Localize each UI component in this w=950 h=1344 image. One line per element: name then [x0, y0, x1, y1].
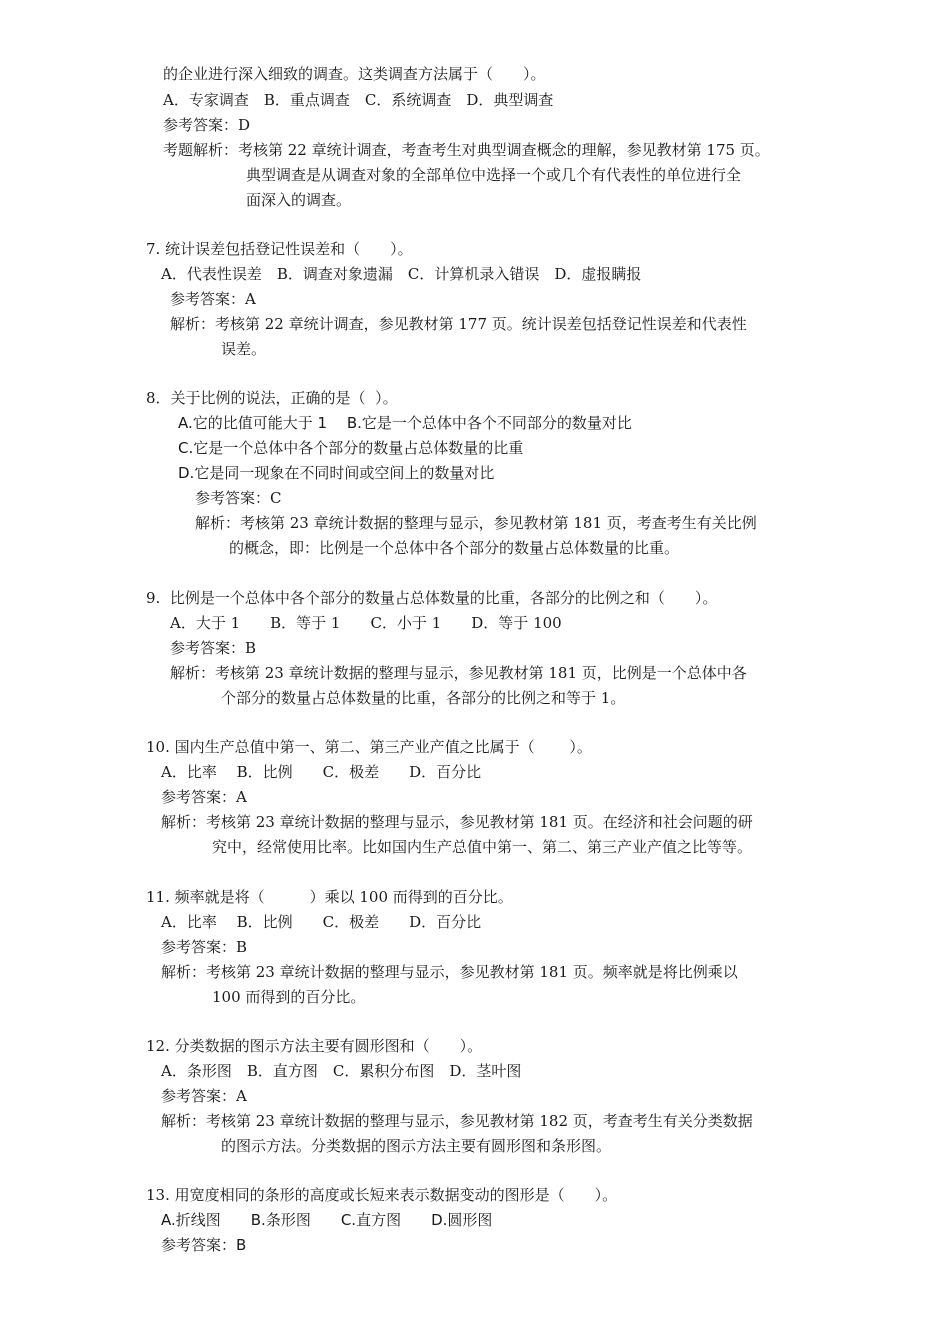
analysis: 解析：考核第 23 章统计数据的整理与显示，参见教材第 181 页。频率就是将比例乘以 — [161, 963, 738, 981]
analysis: 的图示方法。分类数据的图示方法主要有圆形图和条形图。 — [221, 1137, 612, 1155]
question-options: A．代表性误差 B．调查对象遗漏 C．计算机录入错误 D．虚报瞒报 — [161, 265, 642, 283]
question-text: 7. 统计误差包括登记性误差和（ ）。 — [146, 240, 413, 258]
analysis: 考题解析：考核第 22 章统计调查，考查考生对典型调查概念的理解，参见教材第 175 页。 — [163, 141, 770, 159]
answer: 参考答案：B — [161, 938, 248, 956]
question-options: A．大于 1 B．等于 1 C．小于 1 D．等于 100 — [170, 614, 562, 632]
question-text: 12. 分类数据的图示方法主要有圆形图和（ ）。 — [146, 1037, 483, 1055]
answer: 参考答案：A — [161, 788, 247, 806]
analysis: 解析：考核第 23 章统计数据的整理与显示，参见教材第 181 页，考查考生有关比例 — [195, 514, 757, 532]
analysis: 个部分的数量占总体数量的比重，各部分的比例之和等于 1。 — [221, 689, 626, 707]
question-text: 13. 用宽度相同的条形的高度或长短来表示数据变动的图形是（ ）。 — [146, 1186, 618, 1204]
question-text: 的企业进行深入细致的调查。这类调查方法属于（ ）。 — [163, 65, 546, 83]
question-option: C.它是一个总体中各个部分的数量占总体数量的比重 — [178, 439, 524, 457]
analysis: 典型调查是从调查对象的全部单位中选择一个或几个有代表性的单位进行全 — [246, 166, 742, 184]
question-option: A.它的比值可能大于 1 B.它是一个总体中各个不同部分的数量对比 — [178, 414, 632, 432]
question-text: 9. 比例是一个总体中各个部分的数量占总体数量的比重，各部分的比例之和（ ）。 — [146, 589, 718, 607]
question-text: 10. 国内生产总值中第一、第二、第三产业产值之比属于（ ）。 — [146, 738, 592, 756]
analysis: 究中，经常使用比率。比如国内生产总值中第一、第二、第三产业产值之比等等。 — [212, 838, 753, 856]
answer: 参考答案：A — [170, 290, 256, 308]
analysis: 解析：考核第 23 章统计数据的整理与显示，参见教材第 181 页。在经济和社会问题的研 — [161, 813, 753, 831]
answer: 参考答案：B — [170, 639, 257, 657]
analysis: 的概念，即：比例是一个总体中各个部分的数量占总体数量的比重。 — [229, 539, 680, 557]
answer: 参考答案：B — [161, 1236, 247, 1254]
question-text: 8．关于比例的说法，正确的是（ ）。 — [146, 389, 398, 407]
question-options: A．比率 B．比例 C．极差 D．百分比 — [161, 913, 482, 931]
analysis: 解析：考核第 22 章统计调查，参见教材第 177 页。统计误差包括登记性误差和代表性 — [170, 315, 747, 333]
analysis: 100 而得到的百分比。 — [212, 988, 366, 1006]
question-option: D.它是同一现象在不同时间或空间上的数量对比 — [178, 464, 495, 482]
question-options: A．专家调查 B．重点调查 C．系统调查 D．典型调查 — [163, 91, 554, 109]
question-text: 11. 频率就是将（ ）乘以 100 而得到的百分比。 — [146, 888, 513, 906]
question-options: A．比率 B．比例 C．极差 D．百分比 — [161, 763, 482, 781]
answer: 参考答案：A — [161, 1087, 247, 1105]
question-options: A.折线图 B.条形图 C.直方图 D.圆形图 — [161, 1211, 493, 1229]
question-options: A．条形图 B．直方图 C．累积分布图 D．茎叶图 — [161, 1062, 522, 1080]
analysis: 误差。 — [221, 340, 267, 358]
analysis: 解析：考核第 23 章统计数据的整理与显示，参见教材第 182 页，考查考生有关分类数据 — [161, 1112, 753, 1130]
analysis: 解析：考核第 23 章统计数据的整理与显示，参见教材第 181 页，比例是一个总体中各 — [170, 664, 747, 682]
analysis: 面深入的调查。 — [246, 191, 352, 209]
answer: 参考答案：D — [163, 116, 251, 134]
answer: 参考答案：C — [195, 489, 282, 507]
